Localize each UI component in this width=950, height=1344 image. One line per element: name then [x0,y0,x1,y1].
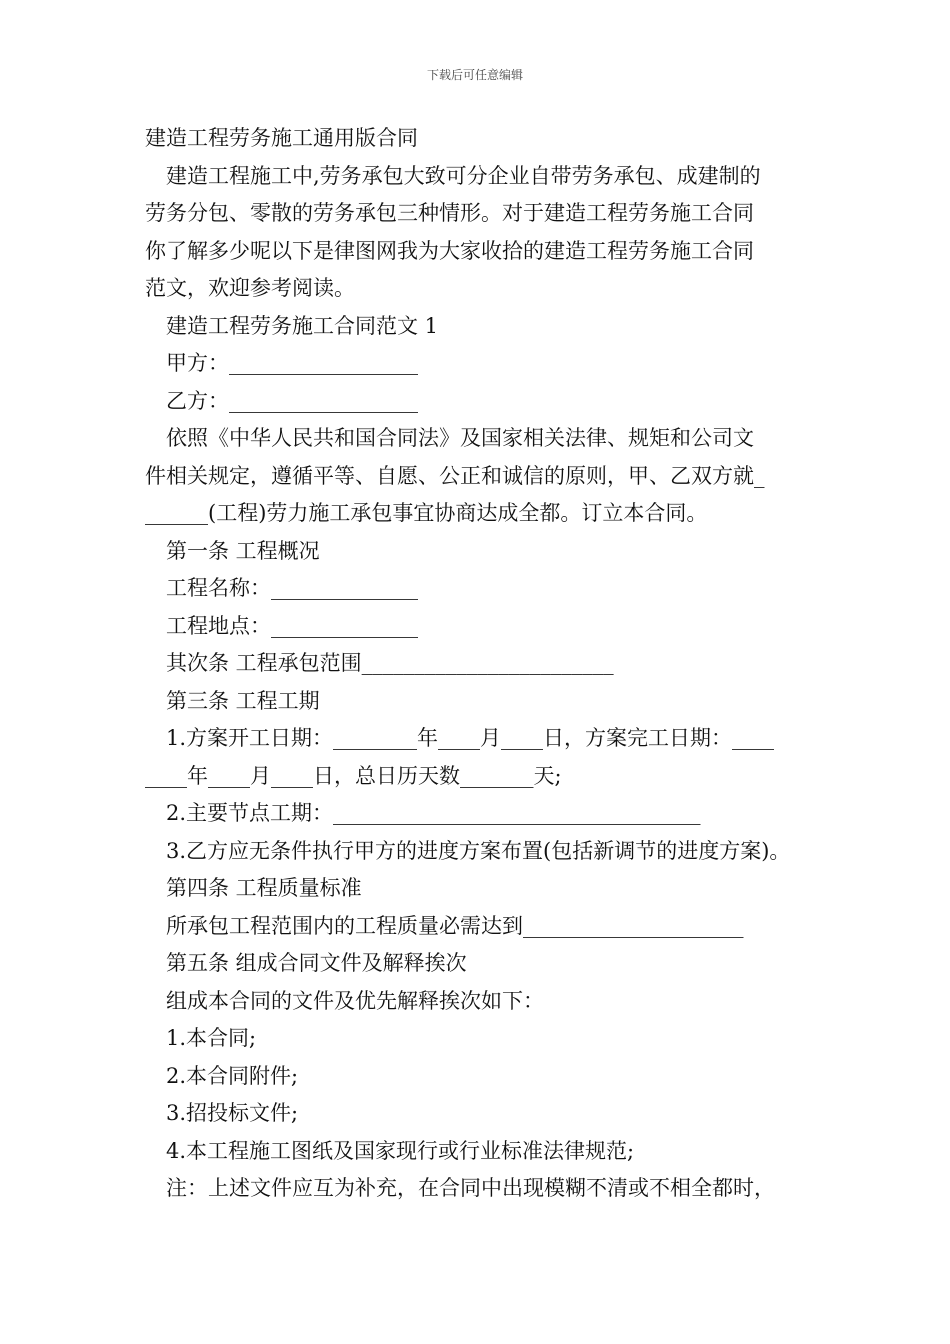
document-title: 建造工程劳务施工通用版合同 [145,126,418,150]
milestone-field: 2.主要节点工期：___________________________________ [166,801,701,825]
note-line: 注：上述文件应互为补充，在合同中出现模糊不清或不相全都时， [166,1176,775,1200]
dates-line-2: ____年____月____日，总日历天数_______天; [145,763,562,788]
docs-intro: 组成本合同的文件及优先解释挨次如下： [166,988,544,1013]
doc-item-4: 4.本工程施工图纸及国家现行或行业标准法律规范; [166,1138,635,1163]
document-body [145,120,810,1208]
party-a-field: 甲方：__________________ [166,351,418,375]
basis-line-2: 件相关规定，遵循平等、自愿、公正和诚信的原则，甲、乙双方就_ [145,463,765,488]
schedule-clause: 3.乙方应无条件执行甲方的进度方案布置(包括新调节的进度方案)。 [166,838,791,863]
article-4-heading: 第四条 工程质量标准 [166,876,362,900]
quality-field: 所承包工程范围内的工程质量必需达到_____________________ [166,913,744,938]
basis-line-1: 依照《中华人民共和国合同法》及国家相关法律、规矩和公司文 [166,426,754,450]
page-header: 下载后可任意编辑 [426,68,523,82]
intro-line-1: 建造工程施工中,劳务承包大致可分企业自带劳务承包、成建制的 [166,163,761,188]
doc-item-1: 1.本合同; [166,1026,257,1050]
sample-title: 建造工程劳务施工合同范文 1 [166,313,439,338]
doc-item-2: 2.本合同附件; [166,1063,299,1088]
article-5-heading: 第五条 组成合同文件及解释挨次 [166,951,467,975]
article-1-heading: 第一条 工程概况 [166,538,320,563]
intro-line-3: 你了解多少呢以下是律图网我为大家收拾的建造工程劳务施工合同 [145,238,754,263]
basis-line-3: ______(工程)劳力施工承包事宜协商达成全都。订立本合同。 [145,501,708,525]
article-3-heading: 第三条 工程工期 [166,688,320,713]
party-b-field: 乙方：__________________ [166,388,418,413]
article-2-heading: 其次条 工程承包范围________________________ [166,651,614,675]
intro-line-4: 范文，欢迎参考阅读。 [145,276,355,300]
project-place-field: 工程地点：______________ [166,613,418,638]
project-name-field: 工程名称：______________ [166,576,418,600]
doc-item-3: 3.招投标文件; [166,1101,299,1125]
intro-line-2: 劳务分包、零散的劳务承包三种情形。对于建造工程劳务施工合同 [145,201,754,225]
dates-line-1: 1.方案开工日期：________年____月____日，方案完工日期：____ [166,726,775,750]
